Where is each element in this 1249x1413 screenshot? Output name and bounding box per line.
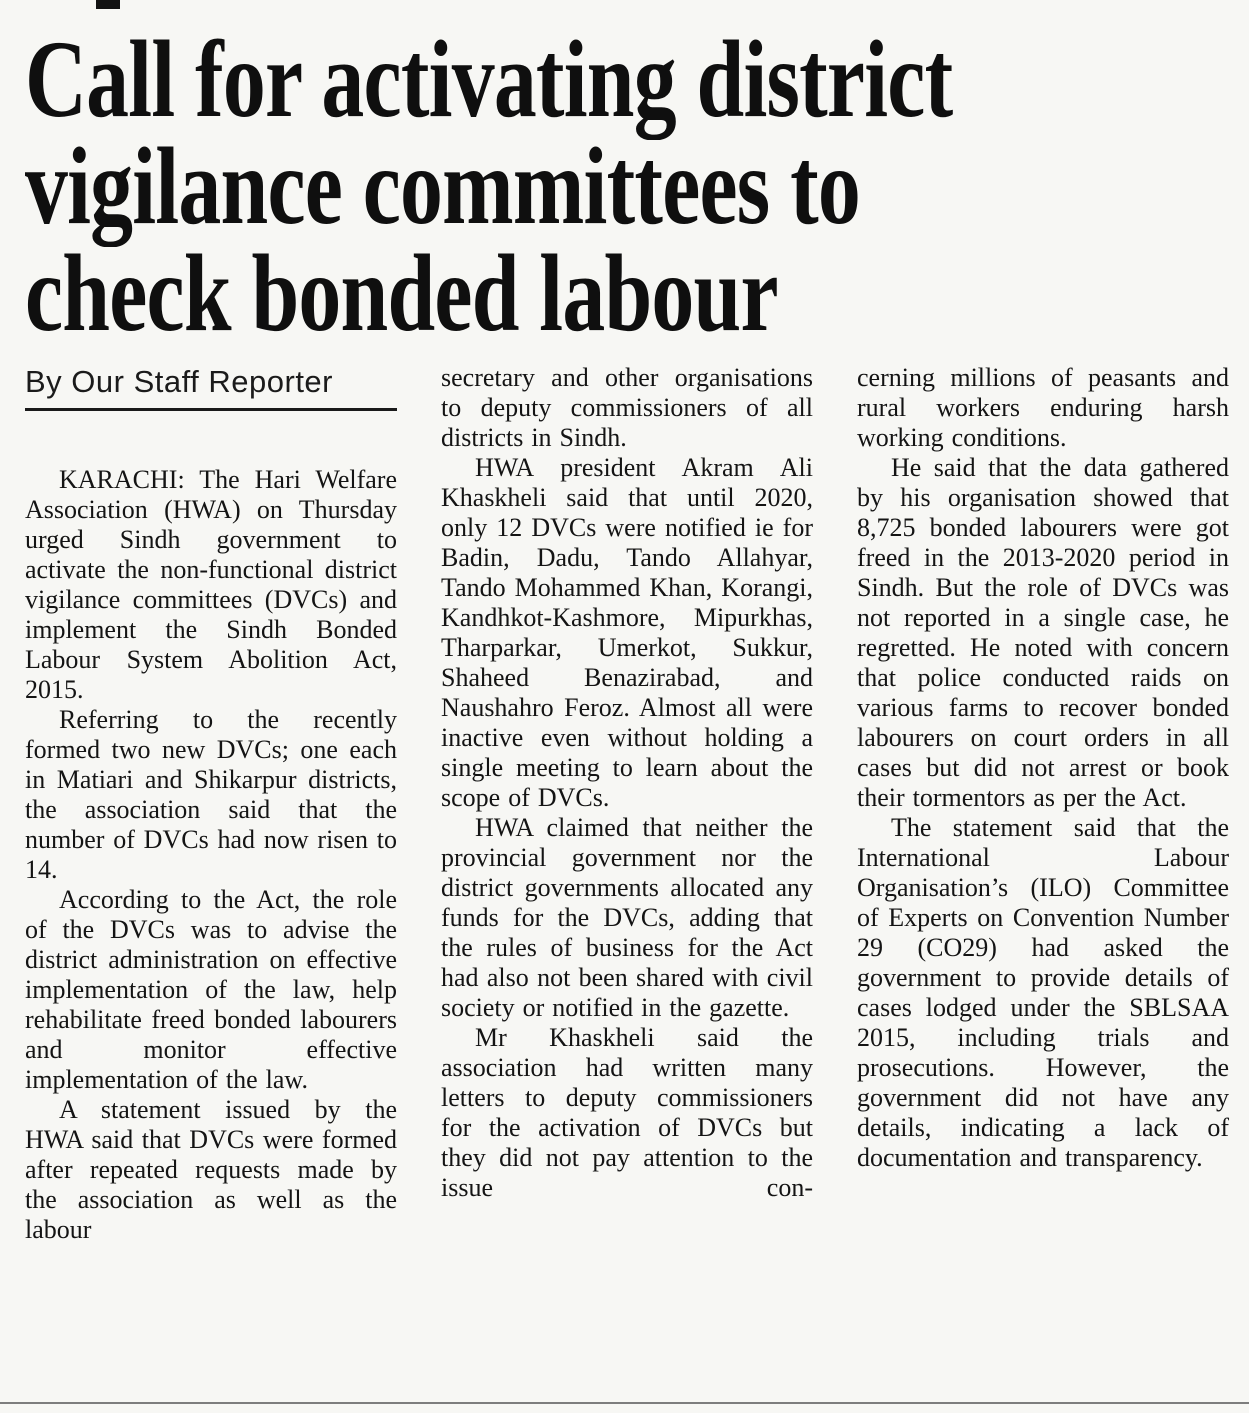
paragraph: According to the Act, the role of the DVCs was to advise the district administration on effective implementation of the law, help rehabilitate freed bonded labourers and monitor effective implementation of the law. xyxy=(25,885,397,1094)
byline-text: By Our Staff Reporter xyxy=(25,364,333,399)
paragraph: HWA claimed that neither the provincial government nor the district governments allocated any funds for the DVCs, adding that the rules of business for the Act had also not been shared with civil society or notified in the gazette. xyxy=(441,813,813,1022)
paragraph: He said that the data gathered by his organisation showed that 8,725 bonded labourers were got freed in the 2013-2020 period in Sindh. But the role of DVCs was not reported in a single case, he regretted. He noted with concern that police conducted raids on various farms to recover bonded labourers on court orders in all cases but did not arrest or book their tormentors as per the Act. xyxy=(857,453,1229,812)
headline-line: Call for activating district xyxy=(25,18,953,140)
column-2 xyxy=(441,363,813,1245)
headline-line: check bonded labour xyxy=(25,232,778,354)
headline-line: vigilance committees to xyxy=(25,125,861,247)
scan-artifact xyxy=(96,0,120,9)
column-3 xyxy=(857,363,1229,1245)
paragraph: HWA president Akram Ali Khaskheli said that until 2020, only 12 DVCs were notified ie for Badin, Dadu, Tando Allahyar, Tando Mohammed Khan, Korangi, Kandhkot-Kashmore, Mipurkhas, Tharparkar, Umerkot, Sukkur, Shaheed Benazirabad, and Naushahro Feroz. Almost all were inactive even without holding a single meeting to learn about the scope of DVCs. xyxy=(441,453,813,812)
article-body xyxy=(25,363,1229,1245)
paragraph: KARACHI: The Hari Welfare Association (HWA) on Thursday urged Sindh government to activate the non-functional district vigilance committees (DVCs) and implement the Sindh Bonded Labour System Abolition Act, 2015. xyxy=(25,465,397,704)
paragraph: The statement said that the International Labour Organisation’s (ILO) Committee of Experts on Convention Number 29 (CO29) had asked the government to provide details of cases lodged under the SBLSAA 2015, including trials and prosecutions. However, the government did not have any details, indicating a lack of documentation and transparency. xyxy=(857,813,1229,1172)
paragraph: cerning millions of peasants and rural workers enduring harsh working conditions. xyxy=(857,363,1229,452)
headline xyxy=(25,18,1229,354)
paragraph: secretary and other organisations to deputy commissioners of all districts in Sindh. xyxy=(441,363,813,452)
paragraph: A statement issued by the HWA said that DVCs were formed after repeated requests made by the association as well as the labour xyxy=(25,1095,397,1244)
bottom-rule xyxy=(0,1402,1249,1404)
column-1 xyxy=(25,363,397,1245)
byline xyxy=(25,363,397,411)
paragraph: Referring to the recently formed two new DVCs; one each in Matiari and Shikarpur districts, the association said that the number of DVCs had now risen to 14. xyxy=(25,705,397,884)
paragraph: Mr Khaskheli said the association had written many letters to deputy commissioners for the activation of DVCs but they did not pay attention to the issue con- xyxy=(441,1023,813,1202)
byline-rule xyxy=(25,408,397,411)
